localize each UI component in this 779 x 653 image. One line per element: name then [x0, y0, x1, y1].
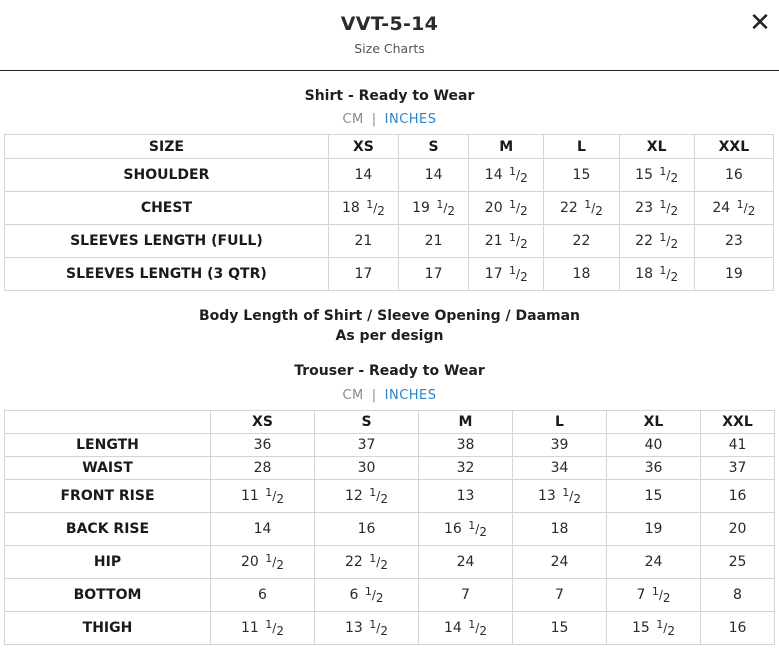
fraction: $^1/_2$ [369, 618, 388, 638]
trouser-value-cell: 34 [513, 457, 607, 480]
table-row [5, 480, 775, 513]
trouser-value-cell: 37 [315, 434, 419, 457]
unit-separator: | [371, 388, 377, 403]
trouser-value-cell: 32 [419, 457, 513, 480]
trouser-value-cell: 24 [513, 546, 607, 579]
shirt-value-cell: 18 [544, 258, 619, 291]
trouser-row-label: THIGH [5, 612, 211, 645]
trouser-value-cell: 19 [607, 513, 701, 546]
trouser-value-cell: 7 [513, 579, 607, 612]
trouser-header-cell [5, 411, 211, 434]
shirt-value-cell: 21 [399, 225, 469, 258]
shirt-note-line2: As per design [335, 328, 444, 344]
trouser-value-cell: 37 [701, 457, 775, 480]
trouser-header-cell: L [513, 411, 607, 434]
trouser-value-cell: 16 [701, 612, 775, 645]
table-row [5, 225, 774, 258]
close-icon[interactable]: ✕ [749, 8, 771, 38]
fraction: $^1/_2$ [659, 198, 679, 218]
trouser-value-cell: 13 $^1/_2$ [513, 480, 607, 513]
trouser-value-cell: 20 $^1/_2$ [211, 546, 315, 579]
shirt-value-cell: 23 $^1/_2$ [619, 192, 694, 225]
shirt-row-label: SLEEVES LENGTH (3 QTR) [5, 258, 329, 291]
unit-cm-tab[interactable]: CM [342, 388, 364, 403]
trouser-value-cell: 8 [701, 579, 775, 612]
trouser-header-cell: S [315, 411, 419, 434]
shirt-header-cell: XL [619, 135, 694, 159]
fraction: $^1/_2$ [659, 165, 679, 185]
shirt-note-line1: Body Length of Shirt / Sleeve Opening / Daaman [198, 308, 581, 324]
shirt-header-row [5, 135, 774, 159]
table-row [5, 192, 774, 225]
trouser-value-cell: 15 [607, 480, 701, 513]
trouser-value-cell: 40 [607, 434, 701, 457]
shirt-header-cell: XS [328, 135, 398, 159]
trouser-size-table [4, 410, 775, 645]
trouser-value-cell: 13 $^1/_2$ [315, 612, 419, 645]
trouser-value-cell: 25 [701, 546, 775, 579]
unit-cm-tab[interactable]: CM [342, 112, 364, 127]
trouser-value-cell: 11 $^1/_2$ [211, 480, 315, 513]
trouser-row-label: HIP [5, 546, 211, 579]
fraction: $^1/_2$ [736, 198, 756, 218]
fraction: $^1/_2$ [659, 231, 679, 251]
shirt-value-cell: 15 $^1/_2$ [619, 159, 694, 192]
trouser-value-cell: 16 [315, 513, 419, 546]
fraction: $^1/_2$ [509, 165, 528, 185]
trouser-value-cell: 41 [701, 434, 775, 457]
trouser-value-cell: 36 [607, 457, 701, 480]
trouser-value-cell: 24 [607, 546, 701, 579]
shirt-section-title: Shirt - Ready to Wear [304, 88, 475, 104]
trouser-value-cell: 38 [419, 434, 513, 457]
shirt-value-cell: 14 [399, 159, 469, 192]
trouser-value-cell: 12 $^1/_2$ [315, 480, 419, 513]
fraction: $^1/_2$ [584, 198, 603, 218]
shirt-value-cell: 14 [328, 159, 398, 192]
shirt-value-cell: 17 [328, 258, 398, 291]
fraction: $^1/_2$ [468, 519, 487, 539]
unit-inches-tab[interactable]: INCHES [384, 388, 437, 403]
trouser-value-cell: 14 $^1/_2$ [419, 612, 513, 645]
table-row [5, 546, 775, 579]
trouser-value-cell: 14 [211, 513, 315, 546]
shirt-row-label: SHOULDER [5, 159, 329, 192]
fraction: $^1/_2$ [369, 552, 388, 572]
trouser-row-label: LENGTH [5, 434, 211, 457]
fraction: $^1/_2$ [656, 618, 675, 638]
shirt-value-cell: 18 $^1/_2$ [328, 192, 398, 225]
unit-separator: | [371, 112, 377, 127]
shirt-value-cell: 22 [544, 225, 619, 258]
trouser-value-cell: 16 [701, 480, 775, 513]
shirt-value-cell: 21 [328, 225, 398, 258]
table-row [5, 612, 775, 645]
shirt-value-cell: 21 $^1/_2$ [469, 225, 544, 258]
fraction: $^1/_2$ [651, 585, 671, 605]
fraction: $^1/_2$ [509, 198, 528, 218]
fraction: $^1/_2$ [509, 231, 528, 251]
shirt-value-cell: 17 [399, 258, 469, 291]
shirt-value-cell: 17 $^1/_2$ [469, 258, 544, 291]
table-row [5, 434, 775, 457]
trouser-value-cell: 7 $^1/_2$ [607, 579, 701, 612]
trouser-value-cell: 15 [513, 612, 607, 645]
fraction: $^1/_2$ [509, 264, 528, 284]
shirt-value-cell: 24 $^1/_2$ [694, 192, 773, 225]
shirt-header-cell: XXL [694, 135, 773, 159]
trouser-header-cell: XL [607, 411, 701, 434]
shirt-header-cell: M [469, 135, 544, 159]
trouser-header-cell: XXL [701, 411, 775, 434]
trouser-header-cell: M [419, 411, 513, 434]
shirt-header-cell: SIZE [5, 135, 329, 159]
trouser-value-cell: 20 [701, 513, 775, 546]
modal-header [0, 0, 779, 71]
trouser-value-cell: 6 $^1/_2$ [315, 579, 419, 612]
shirt-header-cell: S [399, 135, 469, 159]
fraction: $^1/_2$ [364, 585, 384, 605]
shirt-value-cell: 20 $^1/_2$ [469, 192, 544, 225]
trouser-unit-toggle [0, 388, 779, 403]
trouser-value-cell: 15 $^1/_2$ [607, 612, 701, 645]
shirt-value-cell: 22 $^1/_2$ [619, 225, 694, 258]
shirt-size-table [4, 134, 774, 291]
shirt-value-cell: 15 [544, 159, 619, 192]
trouser-value-cell: 22 $^1/_2$ [315, 546, 419, 579]
fraction: $^1/_2$ [468, 618, 487, 638]
shirt-value-cell: 14 $^1/_2$ [469, 159, 544, 192]
shirt-value-cell: 22 $^1/_2$ [544, 192, 619, 225]
trouser-value-cell: 16 $^1/_2$ [419, 513, 513, 546]
fraction: $^1/_2$ [265, 618, 284, 638]
fraction: $^1/_2$ [562, 486, 581, 506]
shirt-value-cell: 19 $^1/_2$ [399, 192, 469, 225]
fraction: $^1/_2$ [369, 486, 388, 506]
shirt-unit-toggle [0, 112, 779, 127]
fraction: $^1/_2$ [265, 552, 284, 572]
trouser-row-label: BOTTOM [5, 579, 211, 612]
trouser-value-cell: 39 [513, 434, 607, 457]
trouser-row-label: BACK RISE [5, 513, 211, 546]
trouser-value-cell: 6 [211, 579, 315, 612]
table-row [5, 258, 774, 291]
modal-subtitle: Size Charts [354, 41, 425, 56]
unit-inches-tab[interactable]: INCHES [384, 112, 437, 127]
product-code-title: VVT-5-14 [340, 13, 439, 35]
trouser-row-label: FRONT RISE [5, 480, 211, 513]
trouser-value-cell: 18 [513, 513, 607, 546]
trouser-value-cell: 13 [419, 480, 513, 513]
shirt-row-label: SLEEVES LENGTH (FULL) [5, 225, 329, 258]
trouser-header-row [5, 411, 775, 434]
shirt-value-cell: 18 $^1/_2$ [619, 258, 694, 291]
shirt-value-cell: 19 [694, 258, 773, 291]
table-row [5, 513, 775, 546]
table-row [5, 579, 775, 612]
trouser-section-title: Trouser - Ready to Wear [294, 363, 485, 379]
trouser-value-cell: 24 [419, 546, 513, 579]
fraction: $^1/_2$ [436, 198, 456, 218]
trouser-value-cell: 7 [419, 579, 513, 612]
shirt-header-cell: L [544, 135, 619, 159]
trouser-row-label: WAIST [5, 457, 211, 480]
trouser-value-cell: 36 [211, 434, 315, 457]
trouser-value-cell: 11 $^1/_2$ [211, 612, 315, 645]
trouser-value-cell: 30 [315, 457, 419, 480]
fraction: $^1/_2$ [659, 264, 679, 284]
table-row [5, 159, 774, 192]
table-row [5, 457, 775, 480]
trouser-header-cell: XS [211, 411, 315, 434]
fraction: $^1/_2$ [265, 486, 284, 506]
fraction: $^1/_2$ [366, 198, 385, 218]
trouser-value-cell: 28 [211, 457, 315, 480]
shirt-value-cell: 23 [694, 225, 773, 258]
shirt-value-cell: 16 [694, 159, 773, 192]
shirt-row-label: CHEST [5, 192, 329, 225]
